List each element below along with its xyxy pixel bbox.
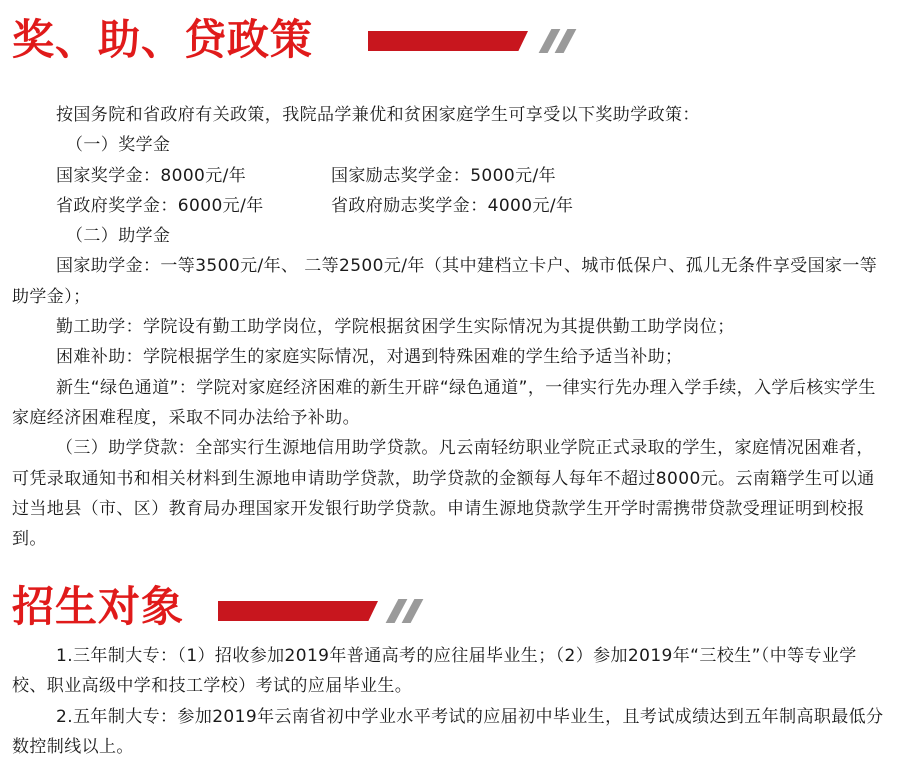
scholarship-row xyxy=(12,161,884,191)
scholarship-item: 国家奖学金：8000元/年 xyxy=(56,165,247,186)
scholarship-item: 国家励志奖学金：5000元/年 xyxy=(331,165,556,186)
work-study-paragraph: 勤工助学：学院设有勤工助学岗位，学院根据贫困学生实际情况为其提供勤工助学岗位； xyxy=(56,317,735,338)
scholarship-row xyxy=(12,191,884,221)
intro-paragraph: 按国务院和省政府有关政策，我院品学兼优和贫困家庭学生可享受以下奖助学政策： xyxy=(56,105,700,125)
enrollment-item: 1.三年制大专：（1）招收参加2019年普通高考的应往届毕业生；（2）参加2019年“三校生”（中等专业学校、职业高级中学和技工学校）考试的应届毕业生。 xyxy=(12,646,857,697)
policies-body xyxy=(12,100,884,554)
enrollment-item: 2.五年制大专：参加2019年云南省初中学业水平考试的应届初中毕业生，且考试成绩达到五年制高职最低分数控制线以上。 xyxy=(12,706,884,757)
scholarship-item: 省政府励志奖学金：4000元/年 xyxy=(331,195,574,216)
scholarship-heading: （一）奖学金 xyxy=(66,135,171,156)
title-accent-bar xyxy=(368,31,528,51)
section-title: 奖、助、贷政策 xyxy=(12,15,314,64)
hardship-aid-paragraph: 困难补助：学院根据学生的家庭实际情况，对遇到特殊困难的学生给予适当补助； xyxy=(56,347,683,368)
scholarship-item: 省政府奖学金：6000元/年 xyxy=(56,195,264,216)
national-grant-paragraph: 国家助学金：一等3500元/年、 二等2500元/年（其中建档立卡户、城市低保户、孤儿无条件享受国家一等助学金）； xyxy=(12,256,878,307)
section-header-policies xyxy=(0,10,900,70)
green-channel-paragraph: 新生“绿色通道”：学院对家庭经济困难的新生开辟“绿色通道”，一律实行先办理入学手续，入学后核实学生家庭经济困难程度，采取不同办法给予补助。 xyxy=(12,377,876,428)
grant-heading: （二）助学金 xyxy=(66,226,171,247)
section-title: 招生对象 xyxy=(12,582,185,631)
enrollment-body xyxy=(12,641,884,762)
title-accent-bar xyxy=(218,601,378,621)
student-loan-paragraph: （三）助学贷款：全部实行生源地信用助学贷款。凡云南轻纺职业学院正式录取的学生，家庭情况困难者，可凭录取通知书和相关材料到生源地申请助学贷款，助学贷款的金额每人每年不超过8000元。云南籍学生可以通过当地县（市、区）教育局办理国家开发银行助学贷款。申请生源地贷款学生开学时需携带贷款受理证明到校报到。 xyxy=(12,438,875,550)
section-header-enrollment xyxy=(0,577,900,637)
